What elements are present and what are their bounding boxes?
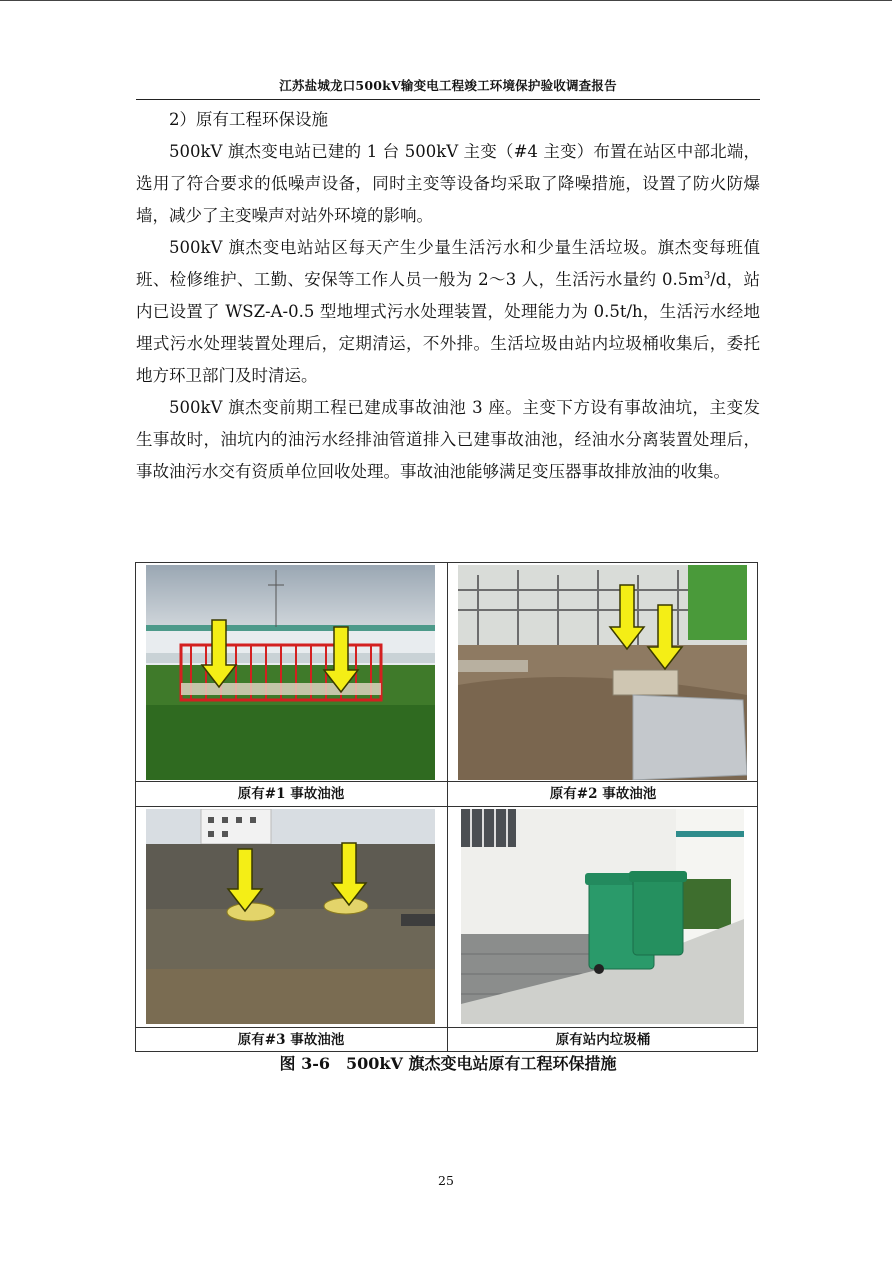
caption-trash-bins: 原有站内垃圾桶 <box>555 1032 651 1048</box>
grid-divider-h2 <box>136 806 757 807</box>
photo-oil-pool-2 <box>458 565 747 780</box>
caption-oil-pool-1: 原有#1 事故油池 <box>237 786 345 802</box>
grid-divider-vertical <box>447 563 448 1051</box>
paragraph-sewage <box>136 232 760 392</box>
paragraph-sewage-part2: /d，站内已设置了 WSZ-A-0.5 型地埋式污水处理装置，处理能力为 0.5t/h，生活污水经地埋式污水处理装置处理后，定期清运，不外排。生活垃圾由站内垃圾桶收集后，委托地方环卫部门及时清运。 <box>136 270 760 385</box>
photo-grid <box>135 562 758 1052</box>
subheading: 2）原有工程环保设施 <box>169 110 328 129</box>
running-header: 江苏盐城龙口500kV输变电工程竣工环境保护验收调查报告 <box>279 78 617 93</box>
paragraph-noise: 500kV 旗杰变电站已建的 1 台 500kV 主变（#4 主变）布置在站区中部北端，选用了符合要求的低噪声设备，同时主变等设备均采取了降噪措施，设置了防火防爆墙，减少了主变噪声对站外环境的影响。 <box>136 142 760 225</box>
caption-oil-pool-3: 原有#3 事故油池 <box>237 1032 345 1048</box>
body-text <box>136 104 760 488</box>
paragraph-sewage-part1: 500kV 旗杰变电站站区每天产生少量生活污水和少量生活垃圾。旗杰变每班值班、检修维护、工勤、安保等工作人员一般为 2～3 人，生活污水量约 0.5m <box>136 238 760 289</box>
top-border-line <box>0 0 892 1</box>
caption-oil-pool-2: 原有#2 事故油池 <box>549 786 657 802</box>
header-rule <box>136 99 760 100</box>
page-number: 25 <box>438 1173 454 1188</box>
paragraph-oil-pool: 500kV 旗杰变前期工程已建成事故油池 3 座。主变下方设有事故油坑，主变发生事故时，油坑内的油污水经排油管道排入已建事故油池，经油水分离装置处理后，事故油污水交有资质单位回收处理。事故油池能够满足变压器事故排放油的收集。 <box>136 398 760 481</box>
photo-oil-pool-1 <box>146 565 435 780</box>
figure-caption: 图 3-6 500kV 旗杰变电站原有工程环保措施 <box>279 1054 617 1073</box>
superscript-3: 3 <box>703 270 711 282</box>
photo-oil-pool-3 <box>146 809 435 1024</box>
photo-trash-bins <box>461 809 744 1024</box>
